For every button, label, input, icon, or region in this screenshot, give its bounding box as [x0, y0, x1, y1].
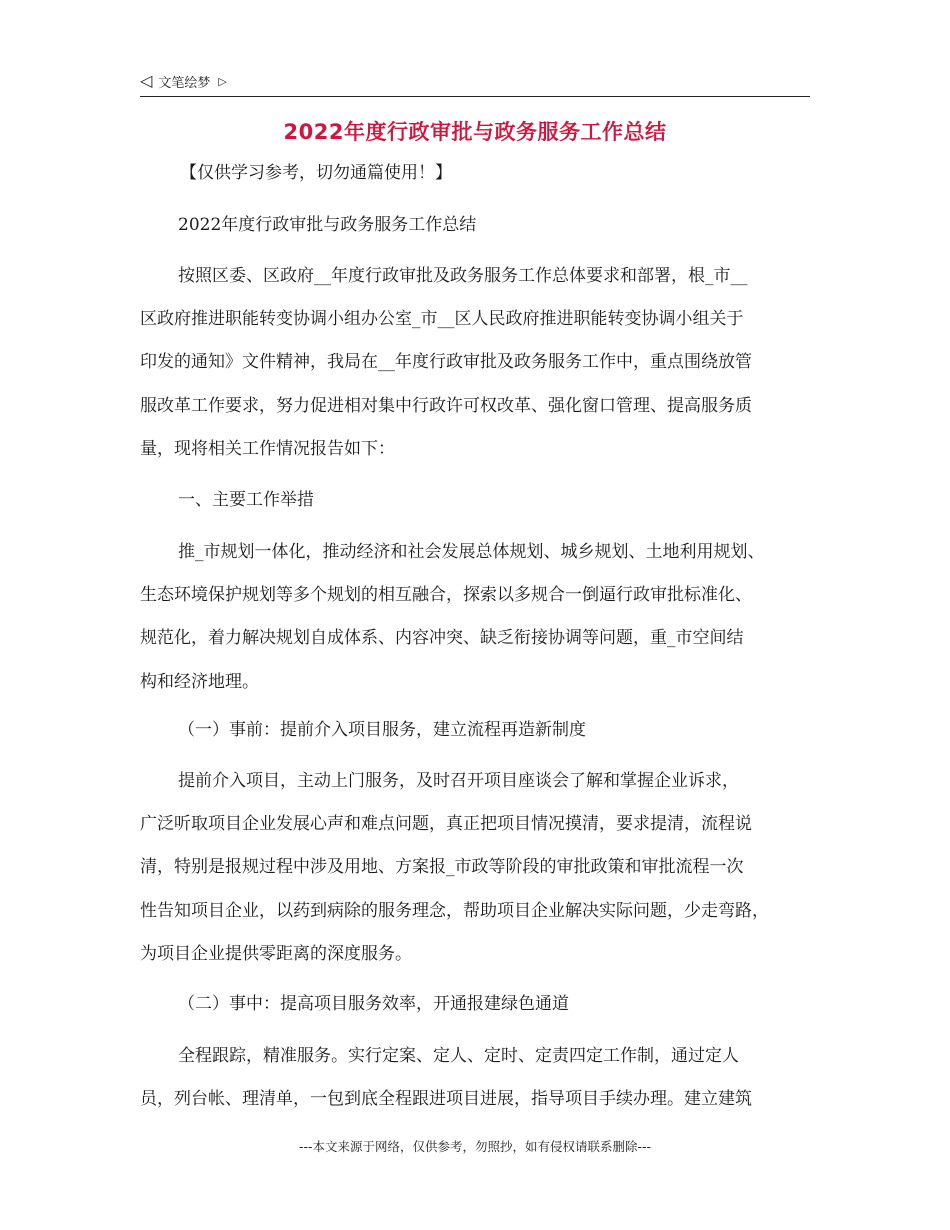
- brand: [140, 70, 810, 92]
- brand-name: 文笔绘梦: [158, 75, 211, 91]
- text-line: 清，特别是报规过程中涉及用地、方案报_市政等阶段的审批政策和审批流程一次: [140, 857, 744, 877]
- text-line: 量，现将相关工作情况报告如下：: [140, 439, 395, 459]
- page-header: [140, 70, 810, 97]
- text-line: 广泛听取项目企业发展心声和难点问题，真正把项目情况摸清，要求提清，流程说: [140, 814, 752, 834]
- text-line: 区政府推进职能转变协调小组办公室_市__区人民政府推进职能转变协调小组关于: [140, 309, 744, 329]
- triangle-left-icon: ◁: [140, 71, 153, 90]
- document-title: 2022年度行政审批与政务服务工作总结: [283, 120, 667, 144]
- text-line: 按照区委、区政府__年度行政审批及政务服务工作总体要求和部署，根_市__: [178, 266, 748, 286]
- text-line: 推_市规划一体化，推动经济和社会发展总体规划、城乡规划、土地利用规划、: [178, 542, 765, 562]
- page-footer: ---本文来源于网络，仅供参考，勿照抄，如有侵权请联系删除---: [298, 1139, 652, 1154]
- text-line: 规范化，着力解决规划自成体系、内容冲突、缺乏衔接协调等问题，重_市空间结: [140, 628, 744, 648]
- text-line: 提前介入项目，主动上门服务，及时召开项目座谈会了解和掌握企业诉求，: [178, 771, 739, 791]
- text-line: 构和经济地理。: [140, 672, 259, 692]
- triangle-right-icon: ▷: [218, 74, 227, 88]
- subtitle-line: 2022年度行政审批与政务服务工作总结: [178, 215, 477, 235]
- text-line: 服改革工作要求，努力促进相对集中行政许可权改革、强化窗口管理、提高服务质: [140, 396, 752, 416]
- subsection-heading: （二）事中：提高项目服务效率，开通报建绿色通道: [178, 994, 569, 1014]
- text-line: 员，列台帐、理清单，一包到底全程跟进项目进展，指导项目手续办理。建立建筑: [140, 1089, 752, 1109]
- text-line: 性告知项目企业，以药到病除的服务理念，帮助项目企业解决实际问题，少走弯路，: [140, 901, 769, 921]
- text-line: 为项目企业提供零距离的深度服务。: [140, 944, 412, 964]
- subsection-heading: （一）事前：提前介入项目服务，建立流程再造新制度: [178, 720, 586, 740]
- disclaimer-line: 【仅供学习参考，切勿通篇使用！】: [180, 163, 452, 183]
- text-line: 全程跟踪，精准服务。实行定案、定人、定时、定责四定工作制，通过定人: [178, 1046, 739, 1066]
- text-line: 印发的通知》文件精神，我局在__年度行政审批及政务服务工作中，重点围绕放管: [140, 352, 752, 372]
- section-heading: 一、主要工作举措: [178, 490, 314, 510]
- text-line: 生态环境保护规划等多个规划的相互融合，探索以多规合一倒逼行政审批标准化、: [140, 585, 752, 605]
